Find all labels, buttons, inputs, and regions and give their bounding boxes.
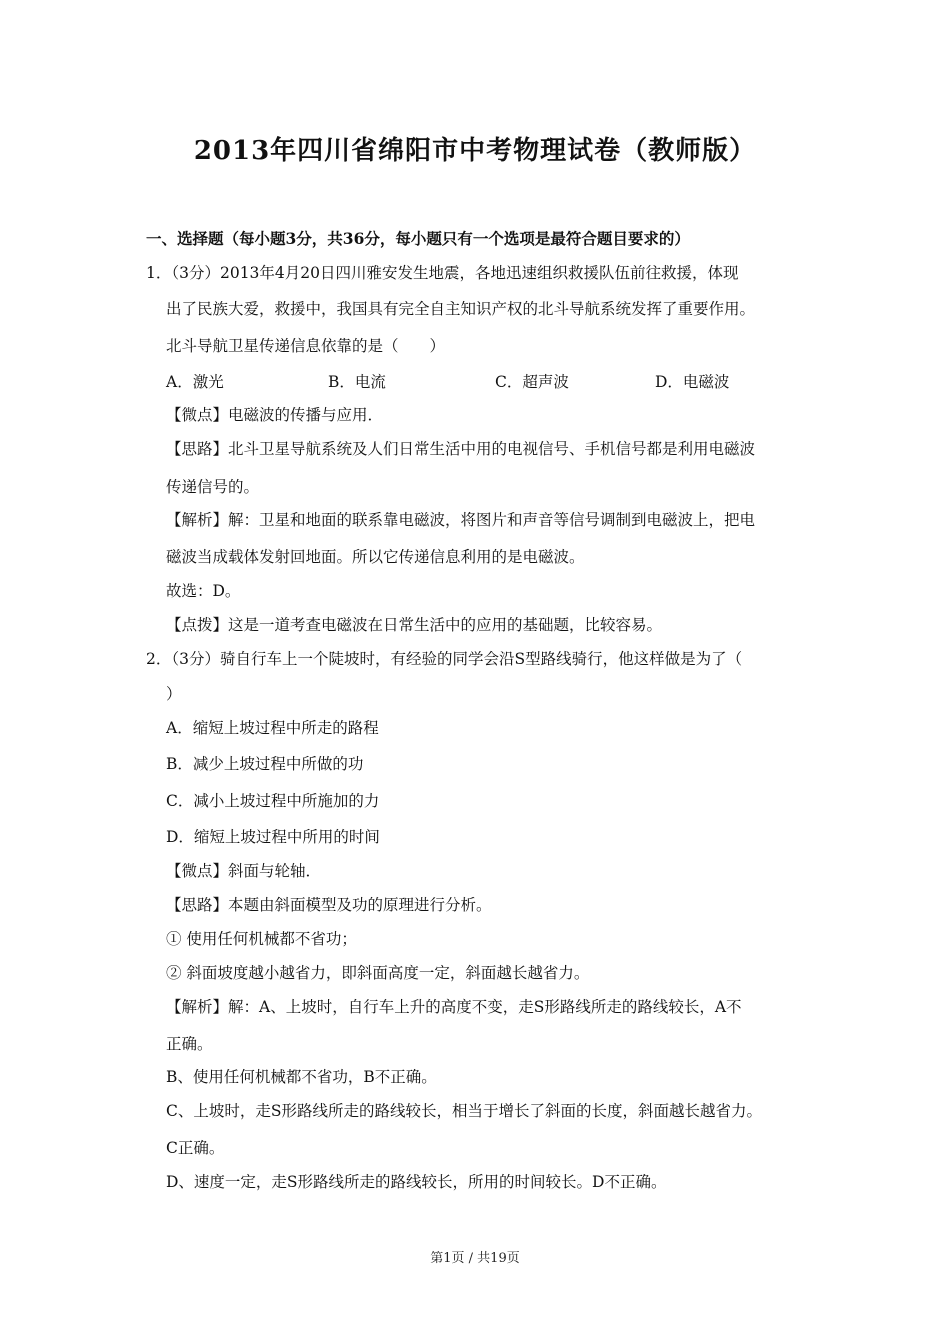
q2-option-a: A．缩短上坡过程中所走的路程 <box>166 719 379 737</box>
q1-tip: 【点拨】这是一道考查电磁波在日常生活中的应用的基础题，比较容易。 <box>166 616 663 634</box>
q2-analysis-line: 【解析】解：A、上坡时，自行车上升的高度不变，走S形路线所走的路线较长，A不 <box>166 998 742 1016</box>
q1-idea-line: 传递信号的。 <box>166 478 260 496</box>
q1-stem-line: 北斗导航卫星传递信息依靠的是（ ） <box>166 337 446 355</box>
q1-answer: 故选：D。 <box>166 582 241 600</box>
q1-analysis-line: 磁波当成载体发射回地面。所以它传递信息利用的是电磁波。 <box>166 548 585 566</box>
q2-idea-item: ① 使用任何机械都不省功； <box>166 930 357 948</box>
q2-idea: 【思路】本题由斜面模型及功的原理进行分析。 <box>166 896 492 914</box>
q1-option-a: A．激光 <box>166 373 224 391</box>
q1-stem-line: 1．（3分）2013年4月20日四川雅安发生地震，各地迅速组织救援队伍前往救援，体现 <box>146 264 739 282</box>
q1-point: 【微点】电磁波的传播与应用． <box>166 406 384 424</box>
q1-idea-line: 【思路】北斗卫星导航系统及人们日常生活中用的电视信号、手机信号都是利用电磁波 <box>166 440 756 458</box>
q1-option-c: C．超声波 <box>495 373 569 391</box>
q1-option-b: B．电流 <box>328 373 386 391</box>
q1-option-d: D．电磁波 <box>655 373 730 391</box>
q2-stem-line: 2．（3分）骑自行车上一个陡坡时，有经验的同学会沿S型路线骑行，他这样做是为了（ <box>146 650 743 668</box>
document-title: 2013年四川省绵阳市中考物理试卷（教师版） <box>193 136 757 166</box>
q2-analysis-line: D、速度一定，走S形路线所走的路线较长，所用的时间较长。D不正确。 <box>166 1173 667 1191</box>
q2-option-c: C．减小上坡过程中所施加的力 <box>166 792 380 810</box>
q2-stem-line: ） <box>166 685 182 703</box>
q2-analysis-line: C、上坡时，走S形路线所走的路线较长，相当于增长了斜面的长度，斜面越长越省力。 <box>166 1102 762 1120</box>
q2-idea-item: ② 斜面坡度越小越省力，即斜面高度一定，斜面越长越省力。 <box>166 964 590 982</box>
q1-analysis-line: 【解析】解：卫星和地面的联系靠电磁波，将图片和声音等信号调制到电磁波上，把电 <box>166 511 756 529</box>
q2-option-d: D．缩短上坡过程中所用的时间 <box>166 828 380 846</box>
q2-analysis-line: B、使用任何机械都不省功，B不正确。 <box>166 1068 437 1086</box>
page-footer: 第1页 / 共19页 <box>430 1251 520 1266</box>
q1-stem-line: 出了民族大爱，救援中，我国具有完全自主知识产权的北斗导航系统发挥了重要作用。 <box>166 300 756 318</box>
q2-analysis-line: 正确。 <box>166 1035 213 1053</box>
q2-point: 【微点】斜面与轮轴． <box>166 862 322 880</box>
q2-analysis-line: C正确。 <box>166 1139 225 1157</box>
section-heading: 一、选择题（每小题3分，共36分，每小题只有一个选项是最符合题目要求的） <box>146 229 690 248</box>
q2-option-b: B．减少上坡过程中所做的功 <box>166 755 364 773</box>
